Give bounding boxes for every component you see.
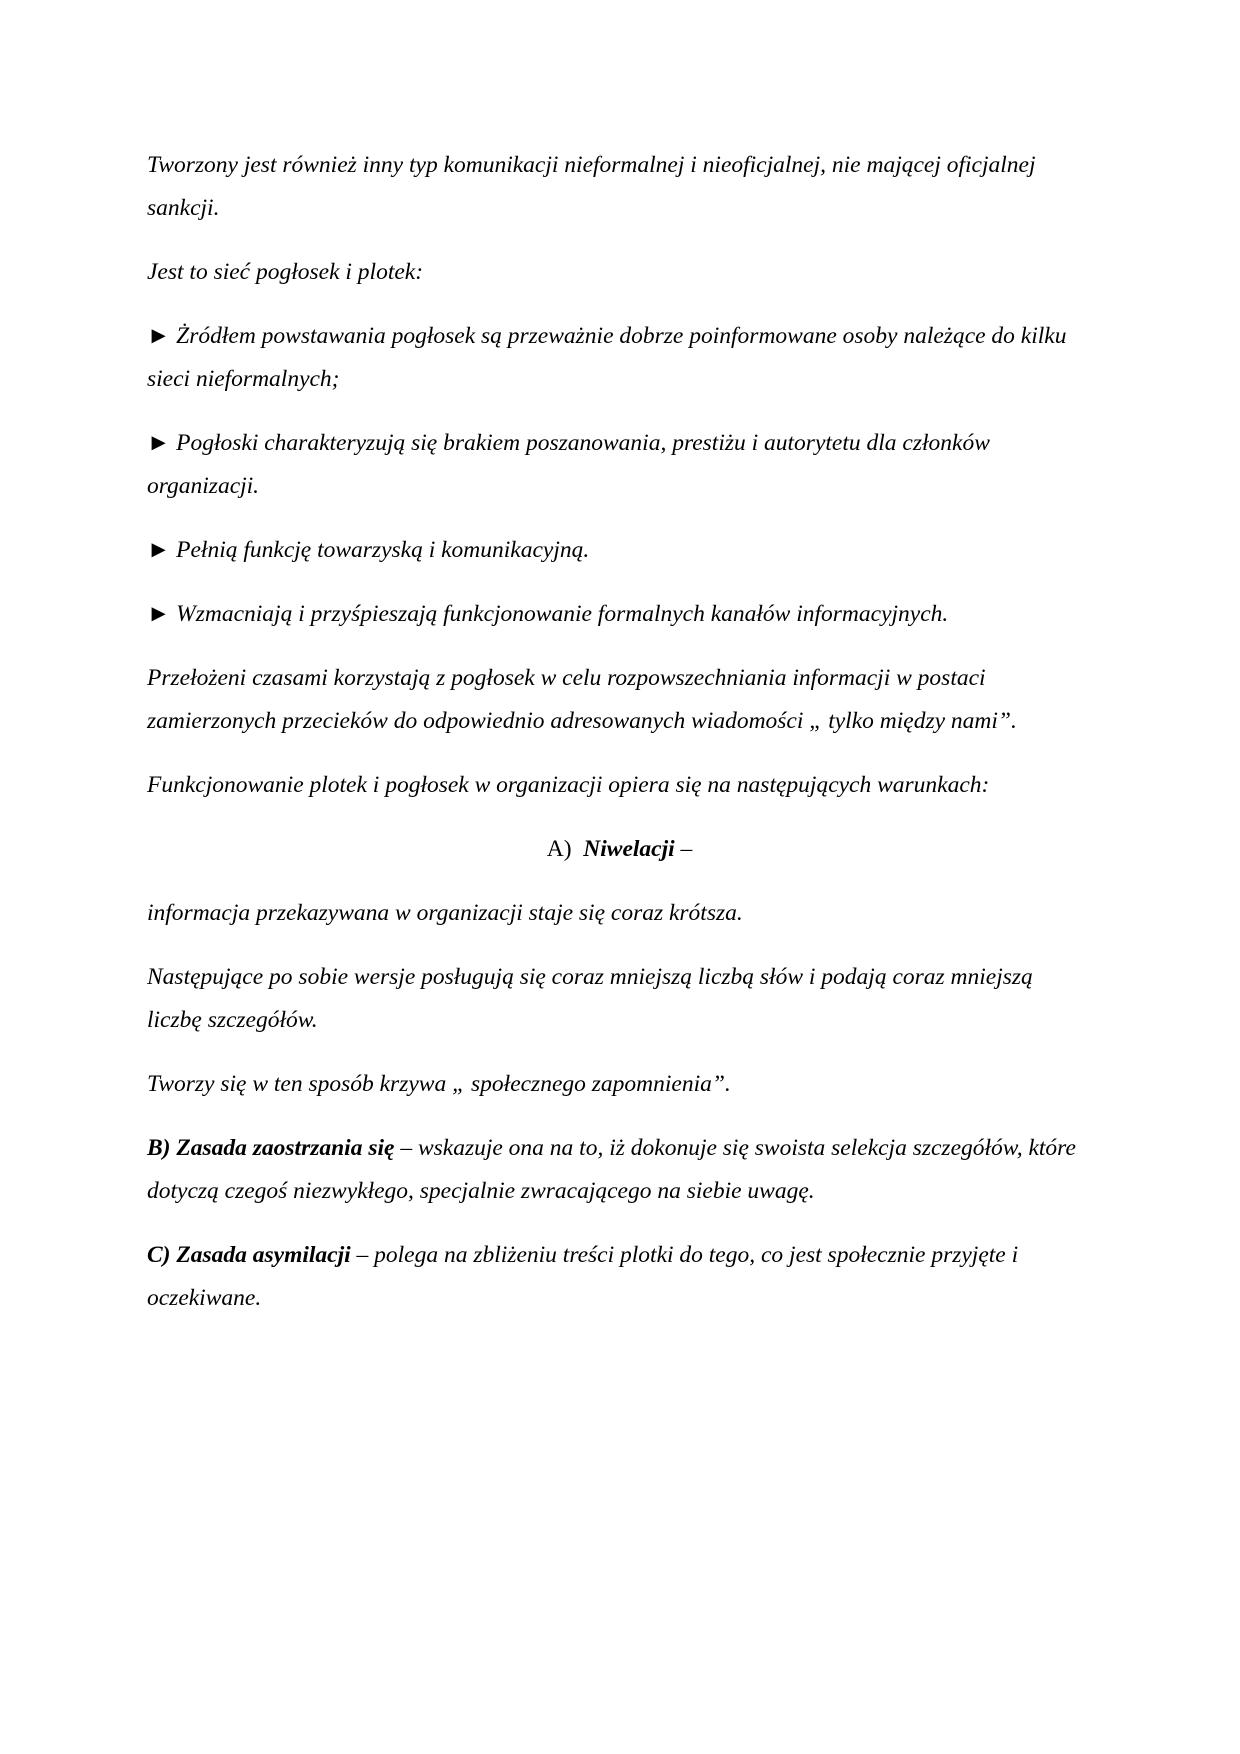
heading-niwelacji xyxy=(147,828,1092,871)
rule-b-title: B) Zasada zaostrzania się xyxy=(147,1135,395,1161)
bullet-text: Żródłem powstawania pogłosek są przeważnie dobrze poinformowane osoby należące do kilku sieci nieformalnych; xyxy=(147,323,1067,392)
rule-c-text: – polega na zbliżeniu treści plotki do tego, co jest społecznie przyjęte i oczekiwane. xyxy=(147,1242,1019,1311)
bullet-triangle-icon: ► xyxy=(147,323,171,349)
paragraph-superiors: Przełożeni czasami korzystają z pogłosek w celu rozpowszechniania informacji w postaci zamierzonych przecieków do odpowiednio adresowanych wiadomości „ tylko między nami”. xyxy=(147,665,1017,734)
rule-b-text: – wskazuje ona na to, iż dokonuje się swoista selekcja szczegółów, które dotyczą czegoś niezwykłego, specjalnie zwracającego na siebie uwagę. xyxy=(147,1135,1076,1204)
paragraph-curve: Tworzy się w ten sposób krzywa „ społecznego zapomnienia”. xyxy=(147,1071,731,1097)
paragraph-network: Jest to sieć pogłosek i plotek: xyxy=(147,259,424,285)
document-body xyxy=(147,144,1092,1341)
heading-title: Niwelacji xyxy=(583,836,675,862)
paragraph-conditions: Funkcjonowanie plotek i pogłosek w organizacji opiera się na następujących warunkach: xyxy=(147,772,990,798)
rule-c-title: C) Zasada asymilacji xyxy=(147,1242,351,1268)
paragraph-rule-b xyxy=(147,1127,1092,1213)
bullet-item-social xyxy=(147,529,1092,572)
paragraph-rule-c xyxy=(147,1234,1092,1320)
heading-dash: – xyxy=(674,836,693,862)
bullet-item-respect xyxy=(147,422,1092,508)
bullet-triangle-icon: ► xyxy=(147,601,171,627)
heading-marker: A) xyxy=(546,836,572,862)
bullet-text: Wzmacniają i przyśpieszają funkcjonowanie formalnych kanałów informacyjnych. xyxy=(176,601,949,627)
bullet-triangle-icon: ► xyxy=(147,537,171,563)
bullet-text: Pełnią funkcję towarzyską i komunikacyjną. xyxy=(176,537,590,563)
bullet-item-source xyxy=(147,315,1092,401)
bullet-text: Pogłoski charakteryzują się brakiem poszanowania, prestiżu i autorytetu dla członków organizacji. xyxy=(147,430,990,499)
paragraph-versions: Następujące po sobie wersje posługują się coraz mniejszą liczbą słów i podają coraz mniejszą liczbę szczegółów. xyxy=(147,964,1033,1033)
paragraph-intro: Tworzony jest również inny typ komunikacji nieformalnej i nieoficjalnej, nie mającej oficjalnej sankcji. xyxy=(147,152,1036,221)
bullet-triangle-icon: ► xyxy=(147,430,171,456)
bullet-item-channels xyxy=(147,593,1092,636)
paragraph-shorter: informacja przekazywana w organizacji staje się coraz krótsza. xyxy=(147,900,743,926)
